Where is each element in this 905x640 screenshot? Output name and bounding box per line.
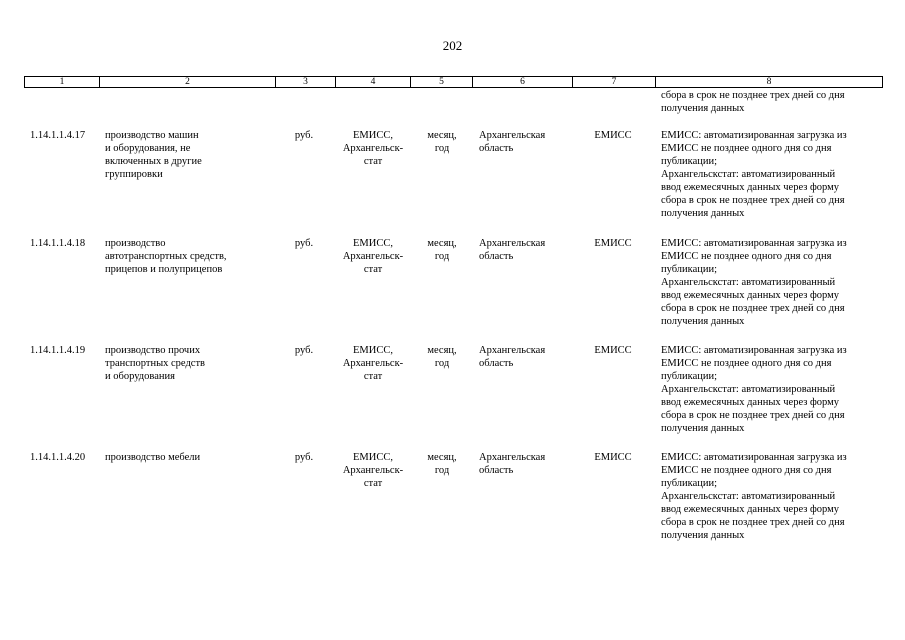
method-line: ЕМИСС: автоматизированная загрузка из	[661, 238, 847, 249]
name-line: автотранспортных средств,	[105, 251, 227, 262]
row-source	[336, 129, 410, 168]
row-system: ЕМИСС	[594, 345, 632, 356]
continuation-line: сбора в срок не позднее трех дней со дня	[661, 90, 845, 101]
row-period	[413, 344, 471, 370]
method-line: ввод ежемесячных данных через форму	[661, 397, 840, 408]
method-line: ввод ежемесячных данных через форму	[661, 290, 840, 301]
row-source	[336, 237, 410, 276]
row-code: 1.14.1.1.4.19	[30, 345, 86, 356]
method-line: публикации;	[661, 478, 718, 489]
source-line: ЕМИСС,	[353, 345, 393, 356]
source-line: стат	[363, 371, 383, 382]
row-system: ЕМИСС	[594, 452, 632, 463]
region-line: Архангельская	[479, 345, 546, 356]
header-col-5: 5	[411, 77, 473, 87]
source-line: стат	[363, 478, 383, 489]
method-line: публикации;	[661, 264, 718, 275]
method-line: получения данных	[661, 530, 745, 541]
source-line: Архангельск-	[342, 251, 404, 262]
period-line: месяц,	[427, 452, 457, 463]
header-col-3: 3	[276, 77, 336, 87]
row-system: ЕМИСС	[594, 238, 632, 249]
method-line: ЕМИСС: автоматизированная загрузка из	[661, 345, 847, 356]
table-header	[24, 76, 883, 88]
name-line: прицепов и полуприцепов	[105, 264, 223, 275]
row-source	[336, 344, 410, 383]
source-line: Архангельск-	[342, 465, 404, 476]
period-line: год	[434, 465, 450, 476]
method-line: ЕМИСС: автоматизированная загрузка из	[661, 130, 847, 141]
region-line: Архангельская	[479, 130, 546, 141]
method-line: Архангельскстат: автоматизированный	[661, 169, 836, 180]
row-unit: руб.	[294, 452, 314, 463]
method-line: ввод ежемесячных данных через форму	[661, 504, 840, 515]
method-line: сбора в срок не позднее трех дней со дня	[661, 410, 845, 421]
source-line: ЕМИСС,	[353, 130, 393, 141]
method-line: ЕМИСС не позднее одного дня со дня	[661, 465, 832, 476]
method-line: Архангельскстат: автоматизированный	[661, 384, 836, 395]
source-line: Архангельск-	[342, 358, 404, 369]
row-method	[661, 344, 886, 435]
row-method	[661, 451, 886, 542]
period-line: год	[434, 251, 450, 262]
method-line: ЕМИСС: автоматизированная загрузка из	[661, 452, 847, 463]
region-line: область	[479, 143, 514, 154]
method-line: сбора в срок не позднее трех дней со дня	[661, 517, 845, 528]
method-line: получения данных	[661, 316, 745, 327]
source-line: стат	[363, 264, 383, 275]
region-line: область	[479, 465, 514, 476]
continuation-line: получения данных	[661, 103, 745, 114]
source-line: Архангельск-	[342, 143, 404, 154]
method-line: ЕМИСС не позднее одного дня со дня	[661, 143, 832, 154]
name-line: и оборудования	[105, 371, 175, 382]
name-line: производство машин	[105, 130, 199, 141]
period-line: месяц,	[427, 345, 457, 356]
method-line: публикации;	[661, 371, 718, 382]
row-name	[105, 451, 255, 464]
row-name	[105, 344, 255, 383]
method-line: получения данных	[661, 423, 745, 434]
header-col-8: 8	[766, 77, 772, 87]
name-line: включенных в другие	[105, 156, 202, 167]
header-col-6: 6	[473, 77, 573, 87]
row-source	[336, 451, 410, 490]
period-line: год	[434, 143, 450, 154]
row-system: ЕМИСС	[594, 130, 632, 141]
header-col-1: 1	[25, 77, 100, 87]
source-line: стат	[363, 156, 383, 167]
name-line: производство прочих	[105, 345, 201, 356]
row-period	[413, 129, 471, 155]
period-line: месяц,	[427, 238, 457, 249]
name-line: транспортных средств	[105, 358, 206, 369]
method-line: публикации;	[661, 156, 718, 167]
method-line: Архангельскстат: автоматизированный	[661, 277, 836, 288]
region-line: Архангельская	[479, 452, 546, 463]
region-line: Архангельская	[479, 238, 546, 249]
row-code: 1.14.1.1.4.18	[30, 238, 86, 249]
method-line: ЕМИСС не позднее одного дня со дня	[661, 358, 832, 369]
row-unit: руб.	[294, 130, 314, 141]
row-code: 1.14.1.1.4.17	[30, 130, 86, 141]
method-line: ЕМИСС не позднее одного дня со дня	[661, 251, 832, 262]
row-period	[413, 451, 471, 477]
row-code: 1.14.1.1.4.20	[30, 452, 86, 463]
region-line: область	[479, 358, 514, 369]
header-col-2: 2	[100, 77, 276, 87]
period-line: год	[434, 358, 450, 369]
name-line: производство мебели	[105, 452, 201, 463]
row-name	[105, 129, 255, 181]
header-col-4: 4	[336, 77, 411, 87]
continuation-text	[661, 89, 886, 115]
method-line: сбора в срок не позднее трех дней со дня	[661, 303, 845, 314]
row-unit: руб.	[294, 238, 314, 249]
header-col-7: 7	[573, 77, 656, 87]
method-line: сбора в срок не позднее трех дней со дня	[661, 195, 845, 206]
method-line: Архангельскстат: автоматизированный	[661, 491, 836, 502]
method-line: ввод ежемесячных данных через форму	[661, 182, 840, 193]
period-line: месяц,	[427, 130, 457, 141]
row-period	[413, 237, 471, 263]
region-line: область	[479, 251, 514, 262]
row-unit: руб.	[294, 345, 314, 356]
source-line: ЕМИСС,	[353, 238, 393, 249]
name-line: группировки	[105, 169, 163, 180]
name-line: производство	[105, 238, 166, 249]
page-number: 202	[442, 38, 463, 53]
method-line: получения данных	[661, 208, 745, 219]
name-line: и оборудования, не	[105, 143, 191, 154]
row-name	[105, 237, 255, 276]
row-method	[661, 237, 886, 328]
row-method	[661, 129, 886, 220]
source-line: ЕМИСС,	[353, 452, 393, 463]
